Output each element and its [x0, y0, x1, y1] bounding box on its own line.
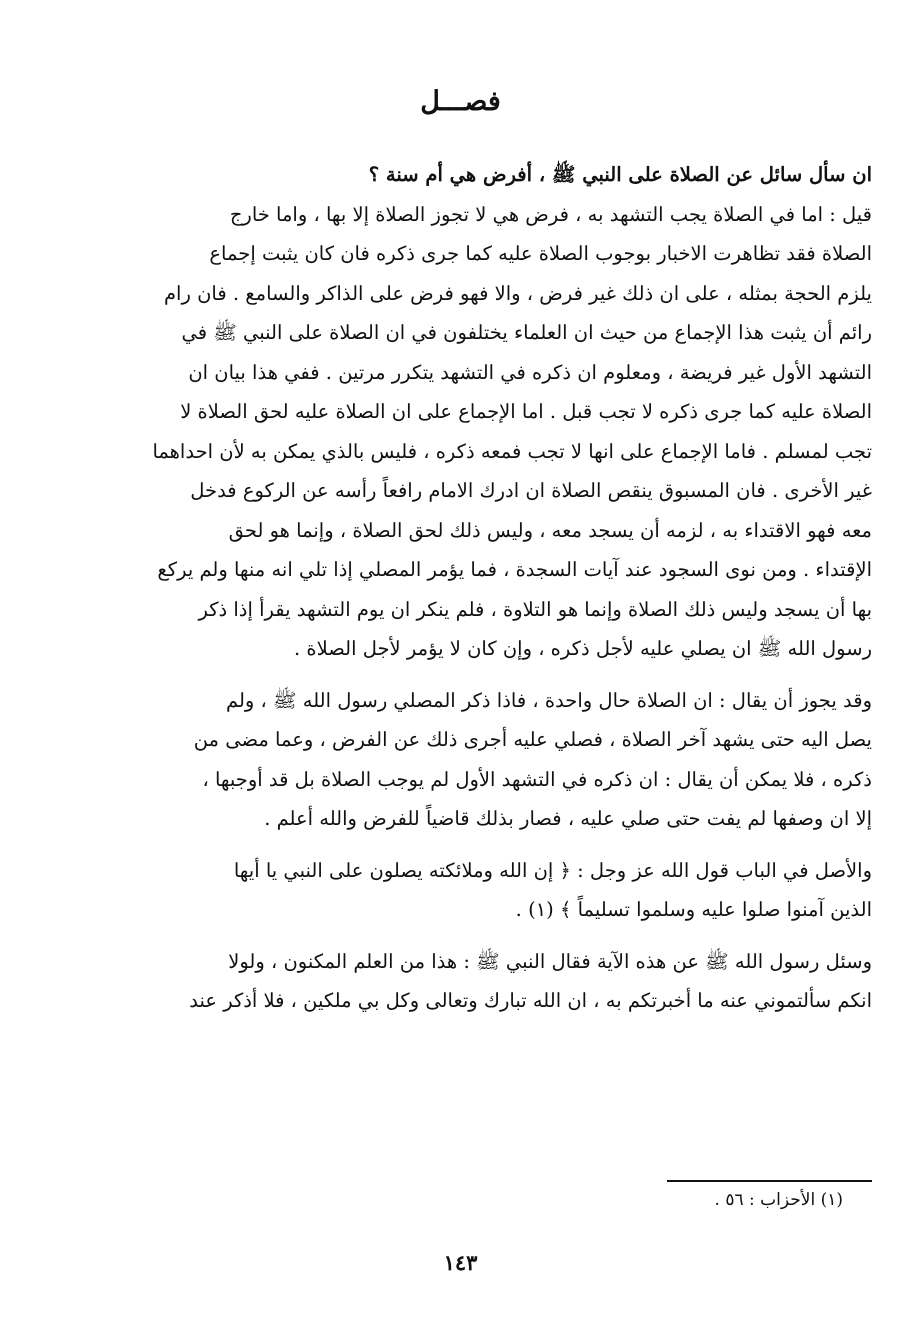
- paragraph-4: [120, 942, 872, 1021]
- text-line: رائم أن يثبت هذا الإجماع من حيث ان العلماء يختلفون في ان الصلاة على النبي ﷺ في: [181, 321, 872, 344]
- paragraph-2: [120, 681, 872, 839]
- paragraph-1: [120, 155, 872, 669]
- text-line: قيل : اما في الصلاة يجب التشهد به ، فرض هي لا تجوز الصلاة إلا بها ، واما خارج: [229, 202, 872, 226]
- text-line: الصلاة فقد تظاهرت الاخبار بوجوب الصلاة عليه كما جرى ذكره فان كان يثبت إجماع: [209, 242, 872, 265]
- section-title: فصـــل: [420, 86, 501, 117]
- text-line: انكم سألتموني عنه ما أخبرتكم به ، ان الله تبارك وتعالى وكل بي ملكين ، فلا أذكر عند: [189, 989, 872, 1012]
- text-line: يصل اليه حتى يشهد آخر الصلاة ، فصلي عليه أجرى ذلك عن الفرض ، وعما مضى من: [193, 728, 872, 751]
- page-number: ١٤٣: [443, 1250, 478, 1275]
- footnote: (١) الأحزاب : ٥٦ .: [714, 1190, 843, 1210]
- text-line: وسئل رسول الله ﷺ عن هذه الآية فقال النبي ﷺ : هذا من العلم المكنون ، ولولا: [228, 949, 872, 973]
- text-line: يلزم الحجة بمثله ، على ان ذلك غير فرض ، والا فهو فرض على الذاكر والسامع . فان رام: [163, 281, 872, 305]
- body-text: [120, 155, 872, 1021]
- paragraph-3: [120, 851, 872, 930]
- text-line: بها أن يسجد وليس ذلك الصلاة وإنما هو التلاوة ، فلم ينكر ان يوم التشهد يقرأ إذا ذكر: [198, 597, 872, 621]
- text-line: الإقتداء . ومن نوى السجود عند آيات السجدة ، فما يؤمر المصلي إذا تلي انه منها ولم يركع: [157, 558, 872, 581]
- text-line: إلا ان وصفها لم يفت حتى صلي عليه ، فصار بذلك قاضياً للفرض والله أعلم .: [264, 807, 872, 830]
- text-line: التشهد الأول غير فريضة ، ومعلوم ان ذكره في التشهد يتكرر مرتين . ففي هذا بيان ان: [188, 360, 872, 384]
- text-line: ذكره ، فلا يمكن أن يقال : ان ذكره في التشهد الأول لم يوجب الصلاة بل قد أوجبها ،: [202, 767, 872, 791]
- text-line: الصلاة عليه كما جرى ذكره لا تجب قبل . اما الإجماع على ان الصلاة عليه لحق الصلاة لا: [180, 400, 872, 423]
- text-line: تجب لمسلم . فاما الإجماع على انها لا تجب فمعه ذكره ، فليس بالذي يمكن به لأن احداهما: [152, 439, 872, 463]
- text-line: والأصل في الباب قول الله عز وجل : ﴿ إن الله وملائكته يصلون على النبي يا أيها: [233, 858, 872, 882]
- text-line: الذين آمنوا صلوا عليه وسلموا تسليماً ﴾ (١) .: [515, 898, 872, 921]
- text-line: ان سأل سائل عن الصلاة على النبي ﷺ ، أفرض هي أم سنة ؟: [368, 163, 872, 186]
- text-line: معه فهو الاقتداء به ، لزمه أن يسجد معه ، وليس ذلك لحق الصلاة ، وإنما هو لحق: [228, 518, 872, 542]
- footnote-divider: [667, 1180, 872, 1182]
- text-line: غير الأخرى . فان المسبوق ينقص الصلاة ان ادرك الامام رافعاً رأسه عن الركوع فدخل: [190, 479, 872, 502]
- text-line: وقد يجوز أن يقال : ان الصلاة حال واحدة ، فاذا ذكر المصلي رسول الله ﷺ ، ولم: [225, 688, 872, 712]
- text-line: رسول الله ﷺ ان يصلي عليه لأجل ذكره ، وإن كان لا يؤمر لأجل الصلاة .: [294, 637, 872, 660]
